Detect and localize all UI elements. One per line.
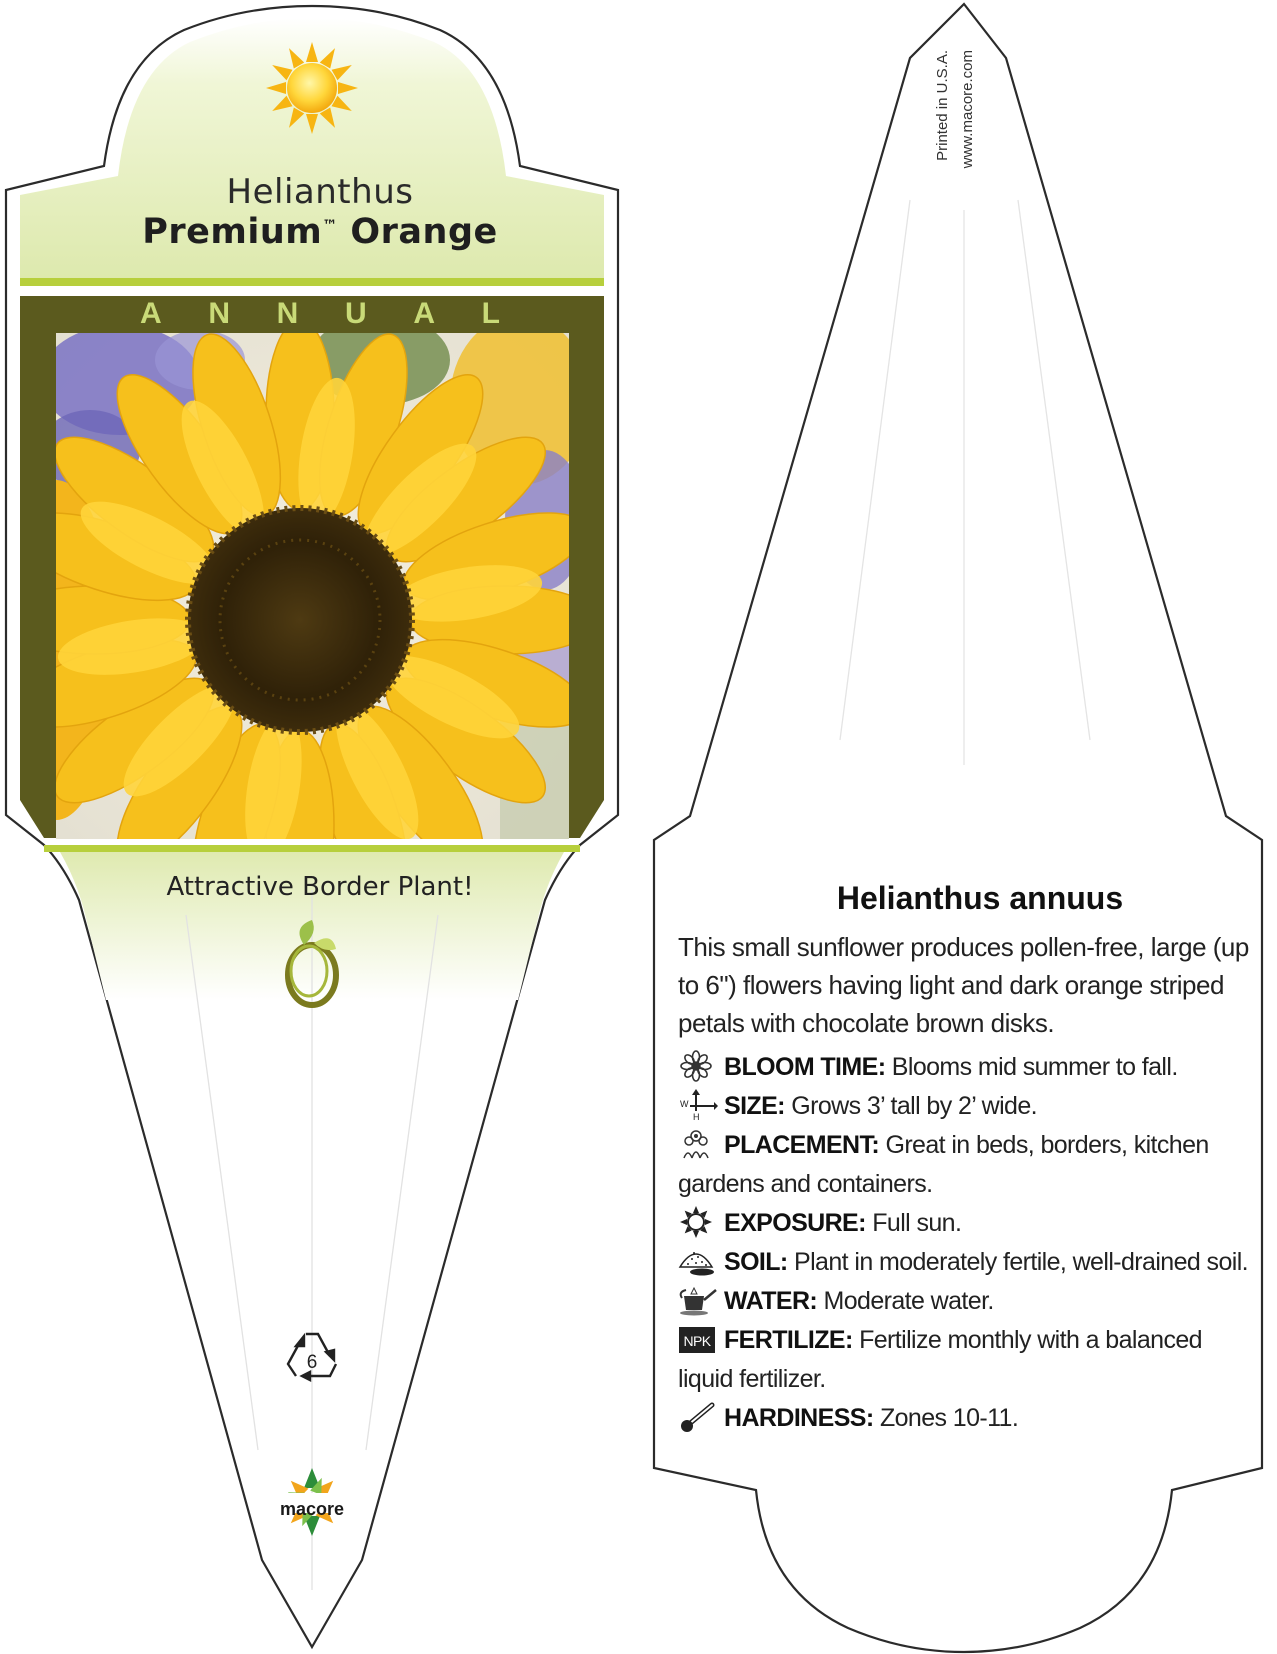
thermometer-icon xyxy=(678,1401,718,1433)
placement-icon xyxy=(678,1128,718,1160)
care-row-fertilize xyxy=(678,1321,1258,1399)
care-text: Plant in moderately fertile, well-drained soil. xyxy=(794,1248,1248,1276)
species-name: Helianthus annuus xyxy=(836,880,1124,916)
care-row-hardiness xyxy=(678,1399,1258,1438)
recycle-code: 6 xyxy=(306,1352,318,1373)
plant-description: This small sunflower produces pollen-free, large (up to 6") flowers having light and dark orange striped petals with chocolate brown disks. xyxy=(678,932,1249,1038)
care-text: Full sun. xyxy=(872,1209,962,1237)
care-text: Grows 3’ tall by 2’ wide. xyxy=(791,1092,1038,1120)
category-letter: U xyxy=(344,297,367,330)
trademark-symbol: ™ xyxy=(322,216,338,235)
soil-icon xyxy=(678,1245,718,1277)
printed-location: Printed in U.S.A. xyxy=(934,50,951,161)
category-letter: L xyxy=(481,297,500,330)
care-label: EXPOSURE: xyxy=(724,1209,866,1237)
care-label: HARDINESS: xyxy=(724,1404,874,1432)
care-row-soil xyxy=(678,1243,1258,1282)
care-instructions xyxy=(678,1048,1258,1438)
care-row-bloom xyxy=(678,1048,1258,1087)
category-label xyxy=(140,297,500,331)
variety-name: Premium xyxy=(142,212,323,252)
care-label: SOIL: xyxy=(724,1248,788,1276)
care-text: Moderate water. xyxy=(823,1287,994,1315)
sun-icon xyxy=(678,1206,718,1238)
category-letter: A xyxy=(140,297,162,330)
tagline: Attractive Border Plant! xyxy=(166,872,474,902)
size-icon xyxy=(678,1089,718,1121)
care-row-water xyxy=(678,1282,1258,1321)
npk-text: NPK xyxy=(683,1333,711,1349)
watering-can-icon xyxy=(678,1284,718,1316)
care-text: Fertilize monthly with a balanced liquid fertilizer. xyxy=(678,1326,1202,1393)
category-letter: N xyxy=(276,297,299,330)
care-row-placement xyxy=(678,1126,1258,1204)
printed-info xyxy=(930,50,976,225)
height-letter: H xyxy=(693,1112,699,1121)
flower-icon xyxy=(678,1050,718,1082)
website: www.macore.com xyxy=(959,50,976,169)
care-label: WATER: xyxy=(724,1287,818,1315)
care-row-size xyxy=(678,1087,1258,1126)
npk-icon xyxy=(678,1323,718,1355)
care-label: PLACEMENT: xyxy=(724,1131,880,1159)
care-label: FERTILIZE: xyxy=(724,1326,853,1354)
width-letter: W xyxy=(680,1099,688,1109)
variety-color: Orange xyxy=(350,212,498,252)
care-text: Zones 10-11. xyxy=(879,1404,1019,1432)
care-label: SIZE: xyxy=(724,1092,785,1120)
plant-variety xyxy=(20,212,620,252)
brand-name: macore xyxy=(279,1499,345,1519)
category-letter: N xyxy=(208,297,230,330)
plant-genus: Helianthus xyxy=(226,172,414,212)
care-text: Blooms mid summer to fall. xyxy=(891,1053,1178,1081)
care-label: BLOOM TIME: xyxy=(724,1053,886,1081)
care-row-exposure xyxy=(678,1204,1258,1243)
care-text: Great in beds, borders, kitchen gardens and containers. xyxy=(678,1131,1209,1198)
category-letter: A xyxy=(413,297,435,330)
